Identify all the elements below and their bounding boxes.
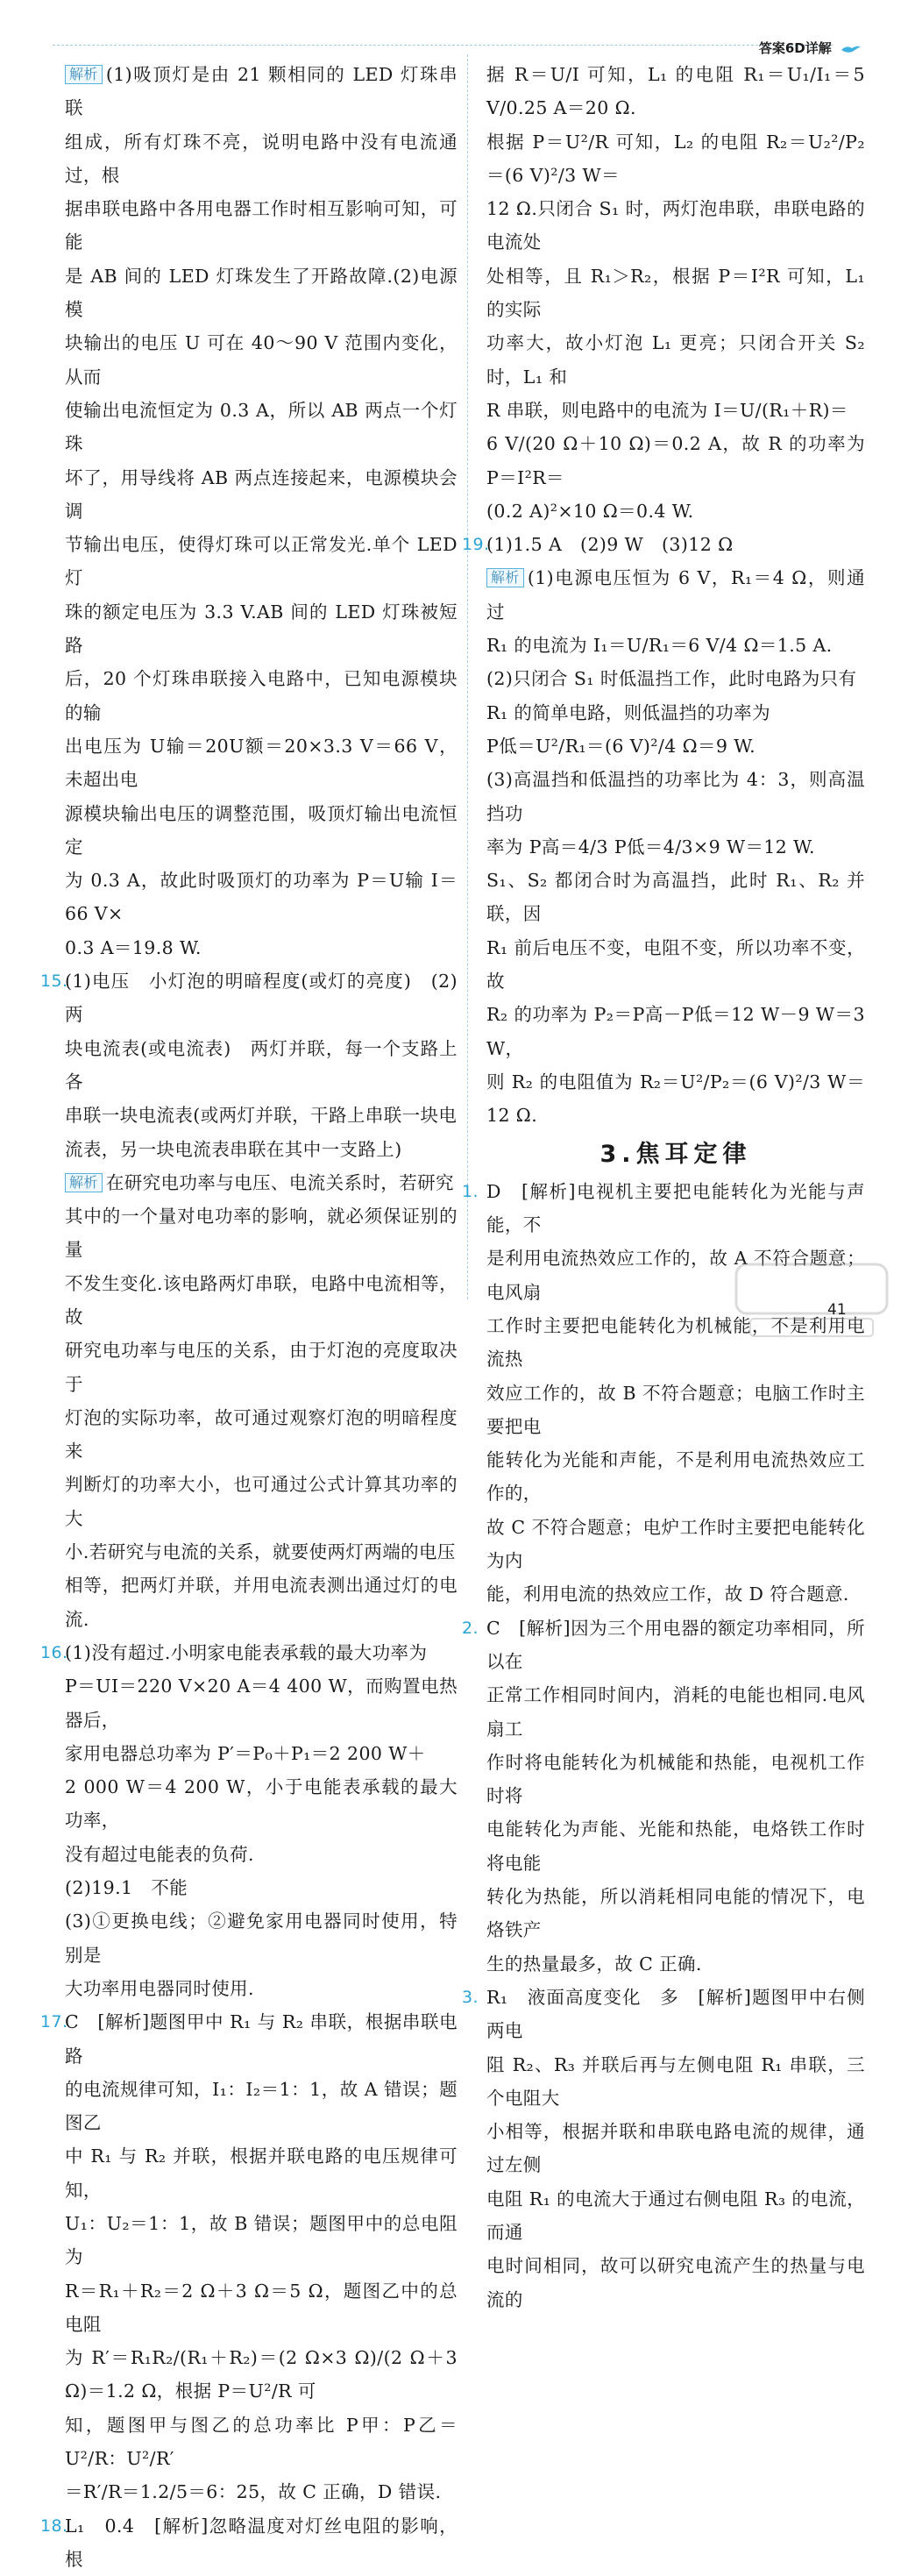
left-text-line [65,729,458,797]
line-text: 电能转化为声能、光能和热能，电烙铁工作时将电能 [486,1818,865,1874]
line-text: 中 R₁ 与 R₂ 并联，根据并联电路的电压规律可知， [65,2145,458,2201]
line-text: 研究电功率与电压的关系，由于灯泡的亮度取决于 [65,1340,458,1395]
line-text: 为 R′＝R₁R₂/(R₁＋R₂)＝(2 Ω×3 Ω)/(2 Ω＋3 Ω)＝1.2 Ω，根据 P＝U²/R 可 [65,2347,458,2402]
line-text: 块电流表(或电流表) 两灯并联，每一个支路上各 [65,1037,458,1092]
right-text-line [486,58,865,125]
line-text: 组成，所有灯珠不亮，说明电路中没有电流通过，根 [65,131,458,186]
line-text: 块输出的电压 U 可在 40～90 V 范围内变化，从而 [65,332,458,388]
left-text-line [65,192,458,260]
line-text: 则 R₂ 的电阻值为 R₂＝U²/P₂＝(6 V)²/3 W＝12 Ω. [486,1071,865,1127]
bird-icon [840,43,862,55]
line-text: 珠的额定电压为 3.3 V.AB 间的 LED 灯珠被短路 [65,601,458,657]
line-text: R₁ 的简单电路，则低温挡的功率为 [486,701,770,723]
right-column [462,58,865,2316]
left-text-line [65,1569,458,1636]
line-text: 在研究电功率与电压、电流关系时，若研究 [105,1171,454,1193]
left-text-line [65,2409,458,2476]
left-text-line [65,528,458,595]
left-text-line [65,1032,458,1099]
right-text-line [486,662,865,695]
left-text-line [65,1770,458,1838]
section-title: 3.焦耳定律 [599,1140,752,1168]
right-text-line [486,2115,865,2182]
left-text-line [40,964,458,1032]
line-text: 效应工作的，故 B 不符合题意；电脑工作时主要把电 [486,1382,865,1437]
header-label: 答案6D详解 [759,39,862,57]
line-text: 流表，另一块电流表串联在其中一支路上) [65,1138,402,1160]
question-number: 2. [462,1618,479,1638]
left-text-line [65,1334,458,1401]
right-text-line [486,192,865,260]
left-text-line [65,2475,458,2508]
line-text: S₁、S₂ 都闭合时为高温挡，此时 R₁、R₂ 并联，因 [486,870,865,925]
right-text-line [486,326,865,394]
right-text-line [486,763,865,830]
line-text: (3)高温挡和低温挡的功率比为 4：3，则高温挡功 [486,769,865,824]
left-text-line [65,326,458,394]
line-text: (0.2 A)²×10 Ω＝0.4 W. [486,500,694,522]
line-text: 2 000 W＝4 200 W，小于电能表承载的最大功率， [65,1776,458,1832]
left-text-line [65,2139,458,2207]
line-text: 电时间相同，故可以研究电流产生的热量与电流的 [486,2255,865,2310]
left-column [40,58,458,2576]
line-text: 为 0.3 A，故此时吸顶灯的功率为 P＝U输 I＝66 V× [65,870,458,925]
left-text-line [65,1166,458,1199]
line-text: 节输出电压，使得灯珠可以正常发光.单个 LED 灯 [65,534,458,589]
right-text-line [486,394,865,427]
line-text: 后，20 个灯珠串联接入电路中，已知电源模块的输 [65,668,458,723]
left-text-line [65,797,458,865]
question-number: 1. [462,1181,479,1201]
line-text: 相等，把两灯并联，并用电流表测出通过灯的电流. [65,1575,458,1630]
left-text-line [65,1535,458,1569]
line-text: 小相等，根据并联和串联电路电流的规律，通过左侧 [486,2121,865,2176]
page-number: 41 [827,1301,847,1319]
left-text-line [65,1199,458,1267]
line-text: (1)1.5 A (2)9 W (3)12 Ω [486,534,734,556]
line-text: 知，题图甲与图乙的总功率比 P甲：P乙＝U²/R：U²/R′ [65,2414,458,2470]
left-text-line [65,1871,458,1904]
right-text-line [486,729,865,763]
line-text: 生的热量最多，故 C 正确. [486,1953,702,1975]
right-text-line [462,1175,865,1242]
line-text: 据 R＝U/I 可知，L₁ 的电阻 R₁＝U₁/I₁＝5 V/0.25 A＝20 Ω. [486,64,865,119]
left-text-line [65,125,458,193]
line-text: 灯泡的实际功率，故可通过观察灯泡的明暗程度来 [65,1406,458,1462]
left-text-line [65,394,458,461]
left-text-line [65,2207,458,2274]
line-text: 率为 P高＝4/3 P低＝4/3×9 W＝12 W. [486,836,815,857]
line-text: (1)电压 小灯泡的明暗程度(或灯的亮度) (2)两 [65,971,458,1026]
line-text: 工作时主要把电能转化为机械能，不是利用电流热 [486,1314,865,1370]
question-number: 3. [462,1987,479,2007]
question-number: 18. [40,2516,68,2536]
right-text-line [486,1947,865,1981]
right-text-line [486,1065,865,1133]
right-text-line [486,629,865,662]
column-divider [467,54,468,1299]
right-text-line [486,561,865,629]
line-text: 大功率用电器同时使用. [65,1977,254,1999]
line-text: 能，利用电流的热效应工作，故 D 符合题意. [486,1583,849,1605]
left-text-line [65,461,458,529]
line-text: 不发生变化.该电路两灯串联，电路中电流相等，故 [65,1272,458,1327]
line-text: (1)吸顶灯是由 21 颗相同的 LED 灯珠串联 [65,64,458,119]
line-text: 电阻 R₁ 的电流大于通过右侧电阻 R₃ 的电流，而通 [486,2188,865,2243]
right-text-line [486,427,865,495]
line-text: ＝R′/R＝1.2/5＝6：25，故 C 正确，D 错误. [65,2481,442,2503]
line-text: 出电压为 U输＝20U额＝20×3.3 V＝66 V，未超出电 [65,735,458,791]
line-text: 故 C 不符合题意；电炉工作时主要把电能转化为内 [486,1516,865,1572]
right-text-line [486,931,865,999]
line-text: 阻 R₂、R₃ 并联后再与左侧电阻 R₁ 串联，三个电阻大 [486,2053,865,2109]
right-text-line [486,2182,865,2250]
line-text: (1)没有超过.小明家电能表承载的最大功率为 [65,1641,428,1663]
line-text: L₁ 0.4 [解析]忽略温度对灯丝电阻的影响，根 [65,2515,458,2570]
line-text: 源模块输出电压的调整范围，吸顶灯输出电流恒定 [65,802,458,857]
left-text-line [65,1838,458,1871]
line-text: 串联一块电流表(或两灯并联，干路上串联一块电 [65,1105,458,1127]
right-text-line [462,528,865,561]
left-text-line [65,2341,458,2409]
left-text-line [65,1972,458,2005]
right-text-line [486,2048,865,2116]
line-text: 使输出电流恒定为 0.3 A，所以 AB 两点一个灯珠 [65,399,458,455]
line-text: 是 AB 间的 LED 灯珠发生了开路故障.(2)电源模 [65,265,458,321]
line-text: 功率大，故小灯泡 L₁ 更亮；只闭合开关 S₂ 时，L₁ 和 [486,332,865,388]
line-text: 转化为热能，所以消耗相同电能的情况下，电烙铁产 [486,1886,865,1941]
line-text: 其中的一个量对电功率的影响，就必须保证别的量 [65,1206,458,1261]
line-text: 家用电器总功率为 P′＝P₀＋P₁＝2 200 W＋ [65,1742,426,1764]
line-text: (2)19.1 不能 [65,1877,188,1899]
right-text-line [486,998,865,1065]
right-text-line [486,830,865,864]
question-number: 16. [40,1642,68,1662]
left-text-line [40,2509,458,2576]
line-text: (1)电源电压恒为 6 V，R₁＝4 Ω，则通过 [486,567,865,623]
left-text-line [65,931,458,964]
line-text: (3)①更换电线；②避免家用电器同时使用，特别是 [65,1911,458,1966]
right-text-line [462,1612,865,1679]
right-text-line [486,1577,865,1611]
line-text: 是利用电流热效应工作的，故 A 不符合题意；电风扇 [486,1248,865,1303]
left-text-line [65,1267,458,1334]
left-text-line [65,2274,458,2342]
line-text: 小.若研究与电流的关系，就要使两灯两端的电压 [65,1541,456,1563]
line-text: 根据 P＝U²/R 可知，L₂ 的电阻 R₂＝U₂²/P₂＝(6 V)²/3 W＝ [486,131,865,186]
line-text: U₁：U₂＝1：1，故 B 错误；题图甲中的总电阻为 [65,2213,458,2268]
watermark-logo [733,1261,890,1341]
line-text: P＝UI＝220 V×20 A＝4 400 W，而购置电热器后， [65,1676,458,1731]
right-text-line [486,864,865,931]
right-text-line [486,1678,865,1746]
left-text-line [65,1737,458,1770]
line-text: 6 V/(20 Ω＋10 Ω)＝0.2 A，故 R 的功率为 P＝I²R＝ [486,433,865,488]
line-text: P低＝U²/R₁＝(6 V)²/4 Ω＝9 W. [486,735,756,757]
left-text-line [40,1636,458,1669]
left-text-line [65,1133,458,1166]
analysis-tag: 解析 [65,65,103,84]
analysis-tag: 解析 [65,1173,103,1192]
right-text-line [486,696,865,729]
line-text: 没有超过电能表的负荷. [65,1843,254,1865]
line-text: 0.3 A＝19.8 W. [65,936,202,958]
right-text-line [486,1443,865,1511]
left-text-line [65,260,458,327]
header-rule [53,45,833,46]
left-text-line [40,2005,458,2073]
line-text: 正常工作相同时间内，消耗的电能也相同.电风扇工 [486,1684,865,1740]
left-text-line [65,662,458,729]
right-text-line [486,260,865,327]
line-text: R₁ 的电流为 I₁＝U/R₁＝6 V/4 Ω＝1.5 A. [486,635,833,657]
line-text: 判断灯的功率大小，也可通过公式计算其功率的大 [65,1474,458,1529]
left-text-line [65,1669,458,1737]
line-text: 作时将电能转化为机械能和热能，电视机工作时将 [486,1751,865,1807]
left-text-line [65,1904,458,1972]
right-text-line [486,495,865,528]
question-number: 15. [40,971,68,992]
line-text: R＝R₁＋R₂＝2 Ω＋3 Ω＝5 Ω，题图乙中的总电阻 [65,2280,458,2335]
left-text-line [65,1468,458,1535]
right-text-line [462,1981,865,2048]
right-text-line [486,125,865,193]
line-text: 的电流规律可知，I₁：I₂＝1：1，故 A 错误；题图乙 [65,2078,458,2134]
left-text-line [65,595,458,663]
question-number: 19. [462,535,490,555]
left-text-line [65,58,458,125]
right-text-line [486,1377,865,1444]
left-text-line [65,2073,458,2140]
line-text: D [解析]电视机主要把电能转化为光能与声能，不 [486,1180,865,1236]
line-text: R₁ 前后电压不变，电阻不变，所以功率不变，故 [486,936,865,993]
right-text-line [486,2249,865,2316]
line-text: 能转化为光能和声能，不是利用电流热效应工作的， [486,1449,865,1505]
analysis-tag: 解析 [486,568,524,587]
right-text-line [486,1746,865,1813]
right-text-line [486,1880,865,1947]
right-text-line [486,1511,865,1578]
left-text-line [65,864,458,931]
line-text: (2)只闭合 S₁ 时低温挡工作，此时电路为只有 [486,668,857,690]
line-text: C [解析]题图甲中 R₁ 与 R₂ 串联，根据串联电路 [65,2011,458,2067]
line-text: 据串联电路中各用电器工作时相互影响可知，可能 [65,198,458,253]
left-text-line [65,1099,458,1132]
line-text: 处相等，且 R₁＞R₂，根据 P＝I²R 可知，L₁ 的实际 [486,265,865,321]
line-text: C [解析]因为三个用电器的额定功率相同，所以在 [486,1617,865,1672]
question-number: 17. [40,2012,68,2032]
line-text: 12 Ω.只闭合 S₁ 时，两灯泡串联，串联电路的电流处 [486,198,865,253]
line-text: 坏了，用导线将 AB 两点连接起来，电源模块会调 [65,466,458,522]
left-text-line [65,1401,458,1469]
line-text: R 串联，则电路中的电流为 I＝U/(R₁＋R)＝ [486,399,848,421]
line-text: R₂ 的功率为 P₂＝P高－P低＝12 W－9 W＝3 W， [486,1004,865,1059]
right-text-line [486,1812,865,1880]
line-text: R₁ 液面高度变化 多 [解析]题图甲中右侧两电 [486,1986,865,2042]
